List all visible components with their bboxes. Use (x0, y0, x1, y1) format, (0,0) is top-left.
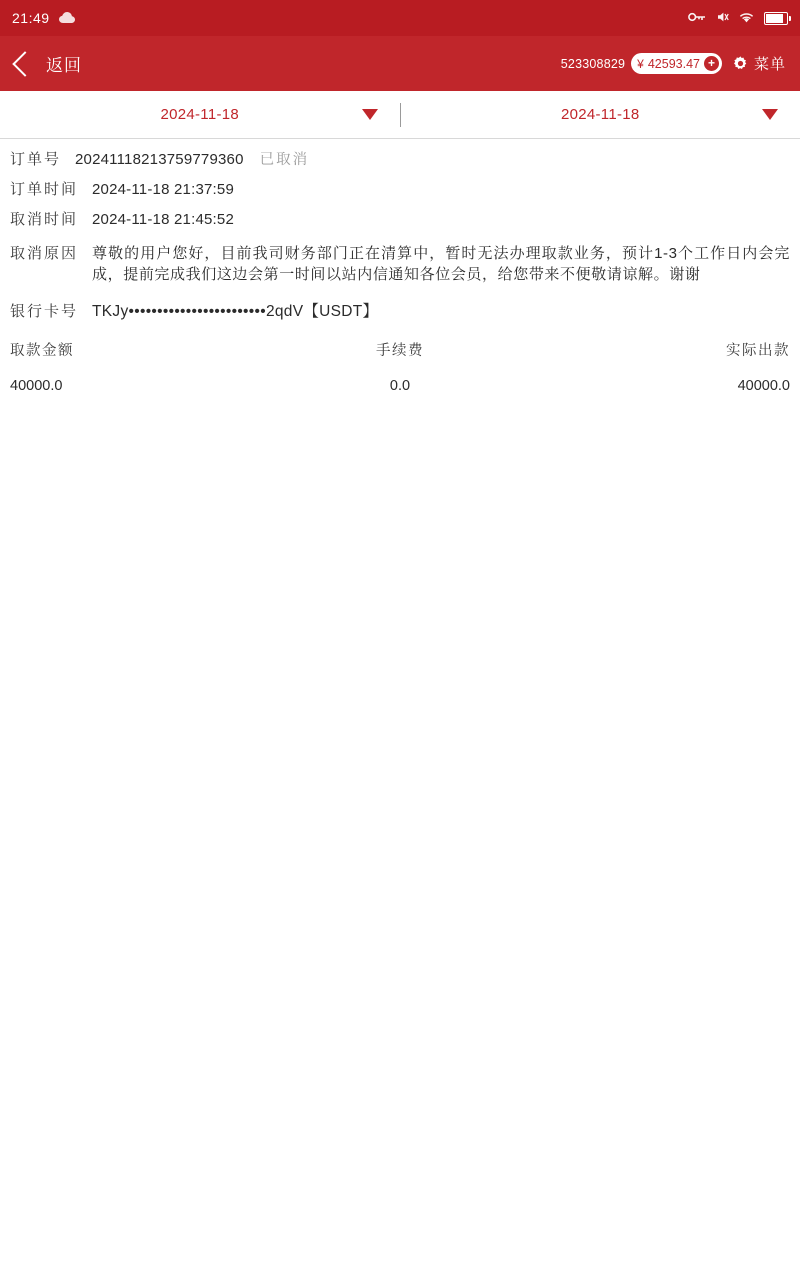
order-no-value: 20241118213759779360 (75, 151, 244, 168)
status-bar-left (12, 10, 76, 26)
deposit-plus-icon[interactable]: + (704, 56, 719, 71)
start-date-select[interactable] (0, 91, 400, 138)
key-icon (688, 11, 706, 25)
withdraw-amount-header: 取款金额 (10, 343, 74, 359)
chevron-down-icon (762, 109, 778, 120)
date-filter-bar (0, 91, 800, 139)
fee-header: 手续费 (375, 343, 424, 359)
app-bar-right (561, 53, 786, 74)
order-no-label: 订单号 (10, 151, 62, 168)
status-badge: 已取消 (259, 152, 310, 168)
bank-card-row (10, 285, 790, 321)
cancel-time-label: 取消时间 (10, 211, 79, 228)
balance-amount: 42593.47 (647, 56, 700, 71)
order-detail-panel (0, 139, 800, 394)
user-id: 523308829 (560, 56, 626, 71)
status-bar-right (688, 10, 788, 26)
chevron-left-icon (12, 51, 37, 76)
mute-icon (715, 10, 729, 26)
wifi-icon (738, 11, 755, 26)
end-date-value: 2024-11-18 (560, 106, 640, 123)
order-time-row (10, 169, 790, 199)
balance-pill[interactable] (631, 53, 722, 74)
order-time-value: 2024-11-18 21:37:59 (92, 181, 234, 198)
back-button-label: 返回 (46, 56, 82, 75)
cloud-icon (58, 11, 76, 26)
gear-icon (732, 55, 749, 72)
cancel-reason-value: 尊敬的用户您好，目前我司财务部门正在清算中，暂时无法办理取款业务，预计1-3个工作日内会完成，提前完成我们这边会第一时间以站内信通知各位会员，给您带来不便敬请谅解。谢谢 (92, 245, 790, 283)
start-date-value: 2024-11-18 (160, 106, 240, 123)
currency-symbol: ¥ (637, 56, 644, 71)
battery-icon (764, 12, 788, 25)
order-no-row (10, 139, 790, 169)
bank-card-label: 银行卡号 (10, 303, 79, 320)
status-bar-clock: 21:49 (12, 10, 50, 26)
menu-button[interactable] (732, 53, 786, 74)
end-date-select[interactable] (401, 91, 800, 138)
cancel-reason-label: 取消原因 (10, 245, 79, 262)
app-bar (0, 36, 800, 91)
chevron-down-icon (362, 109, 378, 120)
withdraw-amount-value: 40000.0 (10, 378, 63, 394)
cancel-time-value: 2024-11-18 21:45:52 (92, 211, 234, 228)
order-time-label: 订单时间 (10, 181, 79, 198)
amount-table-header-row (10, 339, 790, 378)
back-button[interactable] (8, 51, 82, 76)
actual-payout-header: 实际出款 (726, 343, 790, 359)
cancel-reason-row (10, 229, 790, 285)
cancel-time-row (10, 199, 790, 229)
status-bar (0, 0, 800, 36)
table-row (10, 378, 790, 394)
menu-button-label: 菜单 (753, 56, 786, 73)
bank-card-value: TKJy••••••••••••••••••••••••2qdV【USDT】 (92, 303, 379, 320)
fee-value: 0.0 (389, 378, 411, 394)
amount-table (10, 339, 790, 394)
actual-payout-value: 40000.0 (737, 378, 790, 394)
